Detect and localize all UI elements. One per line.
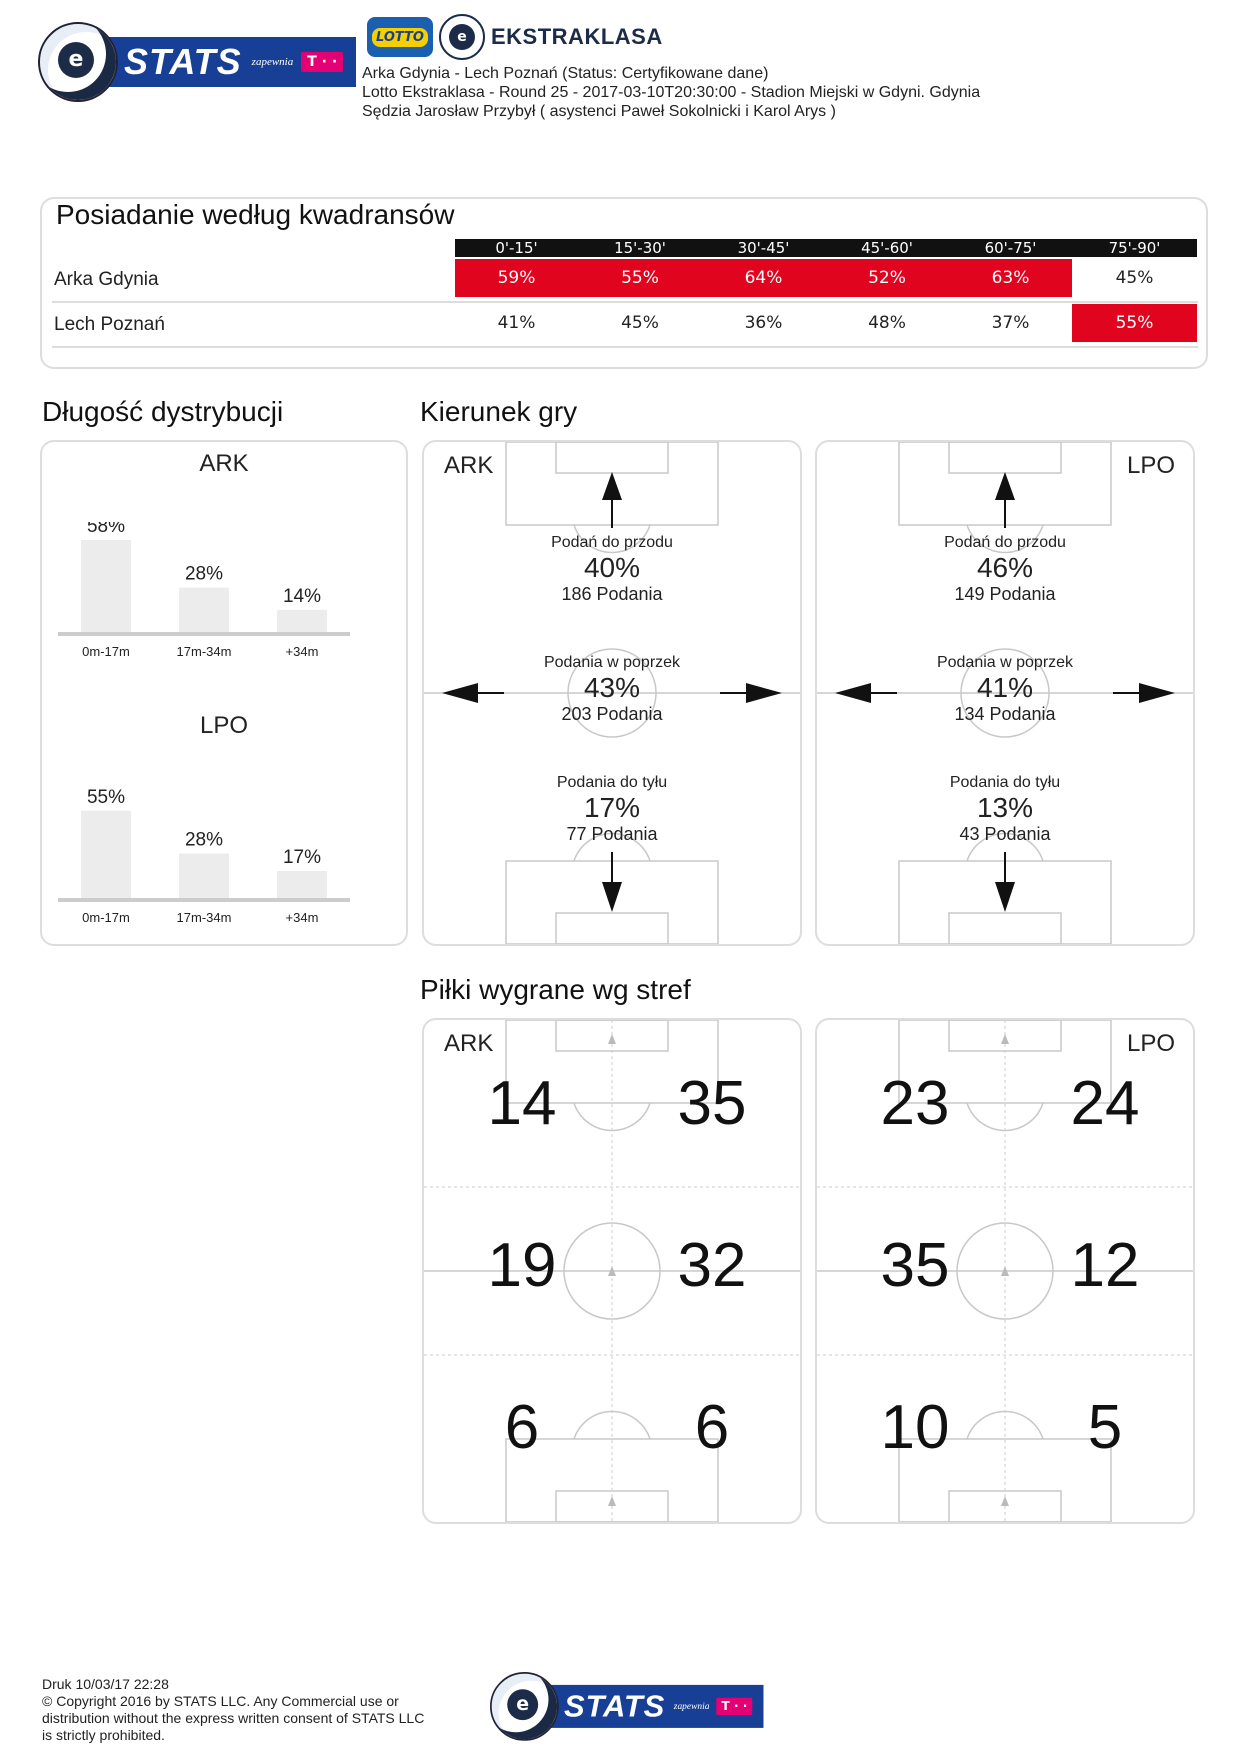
possession-row-0 [455, 259, 1197, 297]
period-1: 15'-30' [578, 239, 702, 257]
telekom-logo: T · · [301, 52, 343, 72]
back-count: 77 Podania [566, 824, 658, 844]
possession-cell: 36% [744, 313, 783, 333]
direction-back [817, 774, 1193, 845]
forward-label: Podań do przodu [551, 534, 673, 551]
period-3: 45'-60' [825, 239, 949, 257]
bar-value-label: 55% [86, 788, 126, 808]
possession-box [40, 197, 1208, 369]
forward-label: Podań do przodu [944, 534, 1066, 551]
direction-forward [424, 534, 800, 605]
zone-value: 6 [504, 1393, 540, 1462]
possession-title: Posiadanie według kwadransów [56, 199, 455, 230]
ekstraklasa-wordmark: EKSTRAKLASA [491, 24, 663, 49]
back-pct: 17% [583, 792, 641, 823]
bar-x-label: 0m-17m [82, 910, 130, 925]
distribution-chart-1 [58, 788, 388, 938]
distribution-bar-chart [58, 522, 388, 672]
zones-title: Piłki wygrane wg stref [420, 974, 691, 1005]
forward-count: 186 Podania [561, 584, 663, 604]
footer-stats-logo [490, 1672, 763, 1741]
direction-team-code: ARK [444, 452, 494, 479]
zones-panel-ark [422, 1018, 802, 1524]
bar-value-label: 28% [184, 829, 224, 851]
stats-sub: zapewnia [673, 1701, 710, 1712]
referee-line: Sędzia Jarosław Przybył ( asystenci Paweł Sokolnicki i Karol Arys ) [362, 103, 836, 120]
bar-value-label: 58% [86, 522, 126, 537]
back-label: Podania do tyłu [556, 774, 668, 791]
distribution-bar [179, 588, 229, 632]
league-logo [367, 14, 663, 60]
across-pct: 43% [583, 672, 641, 703]
match-line: Arka Gdynia - Lech Poznań (Status: Certyfikowane dane) [362, 65, 769, 82]
direction-forward [817, 534, 1193, 605]
forward-pct: 46% [976, 552, 1034, 583]
row-divider [52, 346, 1198, 348]
across-pct: 41% [976, 672, 1034, 703]
match-meta [362, 64, 980, 121]
zone-value: 19 [487, 1231, 557, 1300]
distribution-title: Długość dystrybucji [42, 396, 284, 427]
ekstraklasa-icon: e [439, 14, 485, 60]
period-4: 60'-75' [949, 239, 1072, 257]
copyright-2: distribution without the express written consent of STATS LLC [42, 1710, 425, 1726]
zones-panel-lpo [815, 1018, 1195, 1524]
zones-team-code: ARK [444, 1030, 494, 1057]
zone-value: 24 [1070, 1069, 1140, 1138]
direction-team-code: LPO [1126, 452, 1175, 479]
zone-value: 5 [1087, 1393, 1123, 1462]
arrow-down-icon [602, 852, 622, 912]
possession-team-0: Arka Gdynia [54, 269, 159, 290]
ekstraklasa-ball-icon: e [38, 22, 118, 102]
distribution-bar-chart [58, 788, 388, 938]
across-label: Podania w poprzek [543, 654, 681, 671]
zone-value: 10 [880, 1393, 950, 1462]
zone-value: 35 [880, 1231, 950, 1300]
across-count: 134 Podania [954, 704, 1056, 724]
print-date: Druk 10/03/17 22:28 [42, 1676, 169, 1692]
zones-team-code: LPO [1126, 1030, 1175, 1057]
possession-cell: 55% [1072, 304, 1197, 342]
possession-cell: 41% [497, 313, 536, 333]
bar-x-label: 0m-17m [82, 644, 130, 659]
bar-value-label: 17% [282, 847, 322, 869]
ekstraklasa-ball-icon: e [490, 1672, 559, 1741]
direction-panel-lpo [815, 440, 1195, 946]
zone-value: 6 [694, 1393, 730, 1462]
direction-panel-ark [422, 440, 802, 946]
possession-cell: 63% [949, 259, 1072, 297]
bar-x-label: 17m-34m [176, 910, 232, 925]
possession-cell: 59% [455, 259, 578, 297]
direction-back [424, 774, 800, 845]
back-label: Podania do tyłu [949, 774, 1061, 791]
copyright-1: © Copyright 2016 by STATS LLC. Any Commercial use or [42, 1693, 399, 1709]
bar-x-label: +34m [285, 644, 319, 659]
direction-across [817, 654, 1193, 725]
distribution-team-code: ARK [199, 450, 249, 477]
zone-value: 14 [487, 1069, 557, 1138]
stats-logo [38, 22, 356, 102]
possession-cell: 52% [825, 259, 949, 297]
distribution-chart-0 [58, 522, 388, 672]
forward-count: 149 Podania [954, 584, 1056, 604]
possession-team-1: Lech Poznań [54, 314, 165, 335]
period-header [455, 239, 1197, 257]
arrow-up-icon [995, 472, 1015, 528]
distribution-team-code: LPO [199, 712, 249, 739]
bar-x-label: 17m-34m [176, 644, 232, 659]
footer-text [42, 1676, 424, 1744]
possession-cell: 48% [868, 313, 906, 333]
bar-x-label: +34m [285, 910, 319, 925]
direction-title: Kierunek gry [420, 396, 578, 427]
period-0: 0'-15' [455, 239, 578, 257]
row-divider [52, 301, 1198, 303]
telekom-logo: T · · [716, 1698, 752, 1715]
distribution-bar [81, 811, 131, 898]
stats-wordmark: STATS [124, 41, 242, 82]
bar-value-label: 14% [282, 585, 322, 607]
possession-cell: 45% [1115, 268, 1154, 288]
stats-sub: zapewnia [251, 56, 294, 68]
lotto-logo: LOTTO [367, 17, 433, 57]
distribution-bar [179, 854, 229, 898]
distribution-bar [277, 610, 327, 632]
possession-cell: 37% [991, 313, 1030, 333]
distribution-bar [81, 540, 131, 632]
stats-wordmark: STATS [563, 1688, 666, 1724]
back-count: 43 Podania [959, 824, 1051, 844]
distribution-bar [277, 871, 327, 898]
possession-cell: 55% [578, 259, 702, 297]
forward-pct: 40% [583, 552, 641, 583]
possession-cell: 45% [621, 313, 659, 333]
arrow-up-icon [602, 472, 622, 528]
copyright-3: is strictly prohibited. [42, 1727, 165, 1743]
bar-value-label: 28% [184, 563, 224, 585]
arrow-down-icon [995, 852, 1015, 912]
zone-value: 32 [677, 1231, 747, 1300]
period-5: 75'-90' [1072, 239, 1197, 257]
zone-value: 35 [677, 1069, 747, 1138]
distribution-panel [40, 440, 408, 946]
zone-value: 23 [880, 1069, 950, 1138]
info-line: Lotto Ekstraklasa - Round 25 - 2017-03-10T20:30:00 - Stadion Miejski w Gdyni. Gdynia [362, 84, 981, 101]
period-2: 30'-45' [702, 239, 825, 257]
back-pct: 13% [976, 792, 1034, 823]
zone-value: 12 [1070, 1231, 1140, 1300]
possession-row-1 [455, 304, 1197, 342]
across-count: 203 Podania [561, 704, 663, 724]
across-label: Podania w poprzek [936, 654, 1074, 671]
possession-cell: 64% [702, 259, 825, 297]
direction-across [424, 654, 800, 725]
